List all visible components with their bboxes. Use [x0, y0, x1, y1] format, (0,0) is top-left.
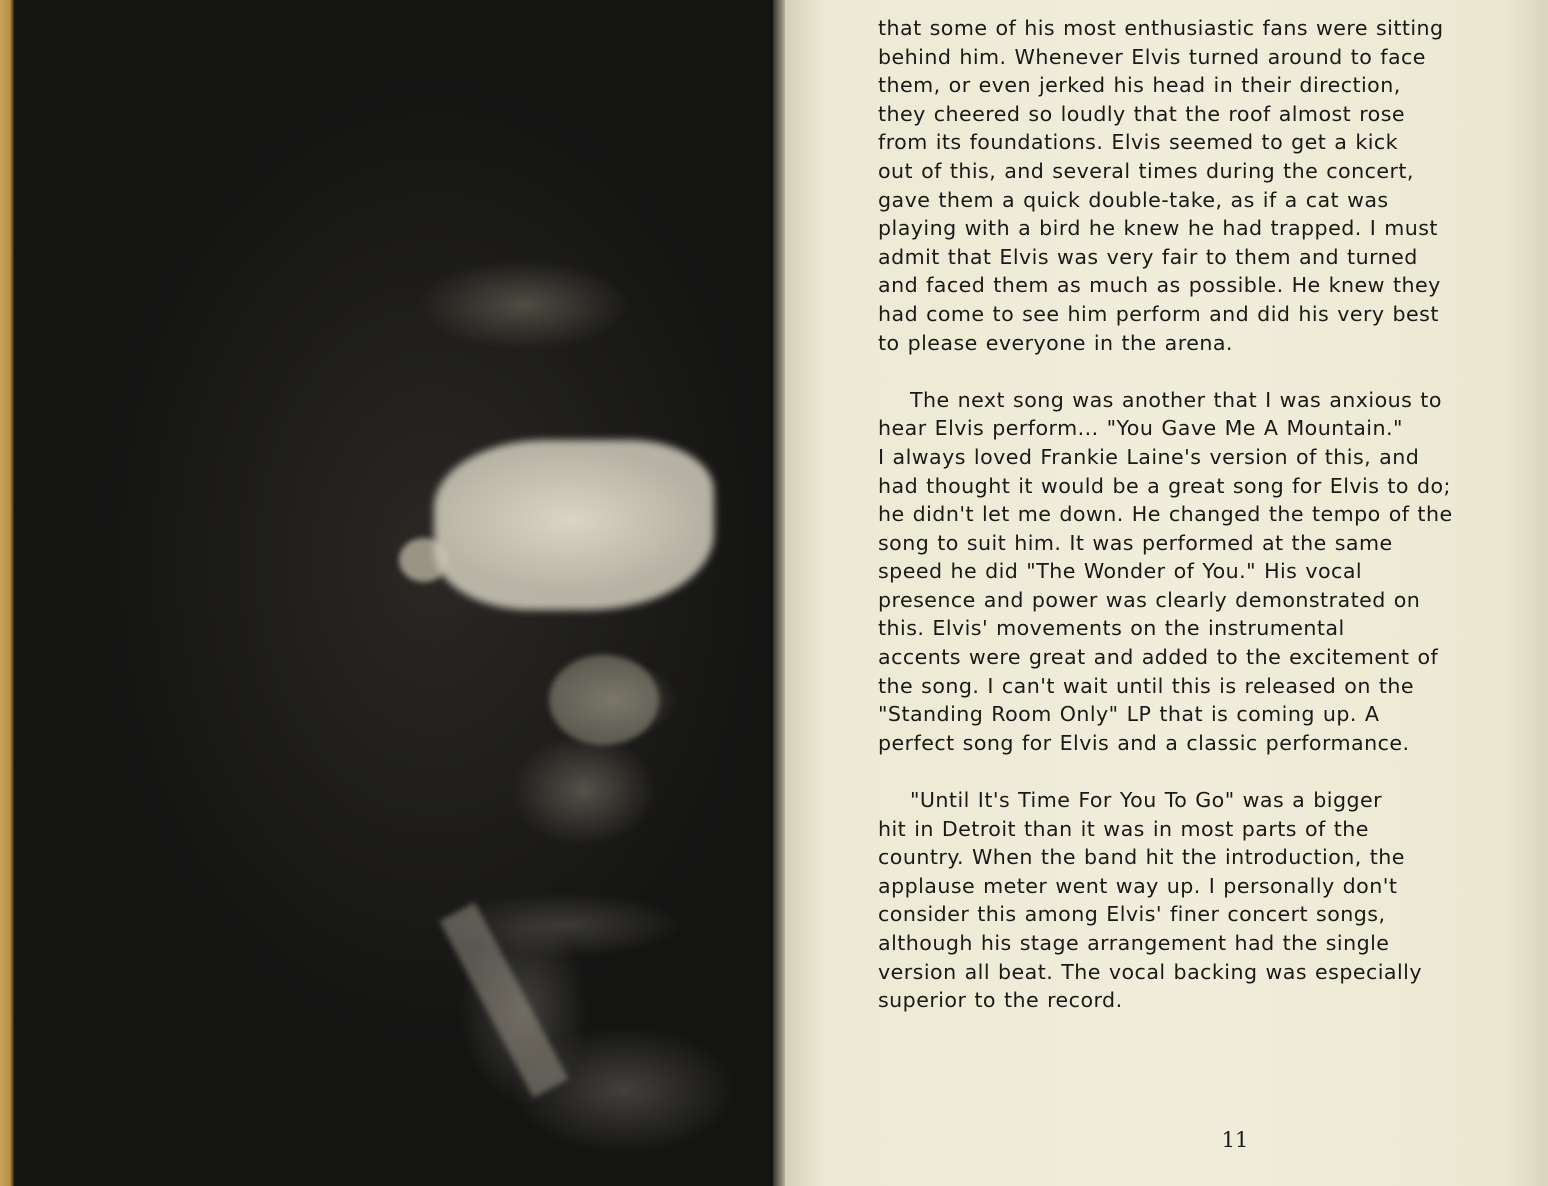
performer-figure — [434, 440, 714, 610]
paragraph-1 — [878, 14, 1538, 357]
text-line: the song. I can't wait until this is released on the — [878, 673, 1414, 698]
text-line: admit that Elvis was very fair to them and turned — [878, 244, 1418, 269]
text-line: speed he did "The Wonder of You." His vocal — [878, 559, 1363, 584]
text-line: he didn't let me down. He changed the tempo of the — [878, 502, 1453, 527]
text-line: presence and power was clearly demonstrated on — [878, 587, 1421, 612]
text-line: this. Elvis' movements on the instrumental — [878, 616, 1345, 641]
text-line: playing with a bird he knew he had trapped. I must — [878, 216, 1438, 241]
text-line: hear Elvis perform... "You Gave Me A Mountain." — [878, 416, 1403, 441]
paragraph-3 — [878, 786, 1538, 1015]
text-line: applause meter went way up. I personally don't — [878, 873, 1398, 898]
text-line: "Standing Room Only" LP that is coming up. A — [878, 702, 1380, 727]
page-text — [878, 14, 1538, 1015]
text-line: The next song was another that I was anxious to — [878, 387, 1442, 412]
text-line: I always loved Frankie Laine's version of this, and — [878, 444, 1420, 469]
text-line: country. When the band hit the introduction, the — [878, 845, 1405, 870]
text-line: and faced them as much as possible. He knew they — [878, 273, 1441, 298]
paragraph-gap — [878, 757, 1538, 786]
text-line: version all beat. The vocal backing was especially — [878, 959, 1422, 984]
text-line: perfect song for Elvis and a classic performance. — [878, 730, 1410, 755]
text-line: they cheered so loudly that the roof almost rose — [878, 101, 1406, 126]
text-line: accents were great and added to the excitement of — [878, 645, 1439, 670]
text-line: had thought it would be a great song for Elvis to do; — [878, 473, 1451, 498]
page-number: 11 — [1221, 1128, 1249, 1152]
paragraph-2 — [878, 386, 1538, 758]
drum-kit — [549, 655, 659, 745]
text-line: from its foundations. Elvis seemed to get a kick — [878, 130, 1399, 155]
text-line: although his stage arrangement had the single — [878, 931, 1390, 955]
text-line: to please everyone in the arena. — [878, 330, 1233, 355]
text-line: hit in Detroit than it was in most parts of the — [878, 816, 1369, 841]
right-page — [785, 0, 1548, 1186]
text-line: gave them a quick double-take, as if a cat was — [878, 187, 1389, 212]
text-line: that some of his most enthusiastic fans were sitting — [878, 16, 1444, 40]
text-line: "Until It's Time For You To Go" was a bigger — [878, 788, 1383, 813]
text-line: out of this, and several times during the concert, — [878, 158, 1414, 183]
text-line: song to suit him. It was performed at the same — [878, 530, 1393, 555]
guitar — [439, 902, 568, 1097]
text-line: them, or even jerked his head in their direction, — [878, 73, 1401, 98]
paragraph-gap — [878, 357, 1538, 386]
text-line: superior to the record. — [878, 988, 1123, 1013]
performer-head — [399, 538, 449, 582]
text-line: had come to see him perform and did his very best — [878, 301, 1439, 326]
text-line: consider this among Elvis' finer concert songs, — [878, 902, 1386, 927]
text-line: behind him. Whenever Elvis turned around to face — [878, 44, 1426, 69]
concert-stage-photo — [14, 0, 774, 1186]
